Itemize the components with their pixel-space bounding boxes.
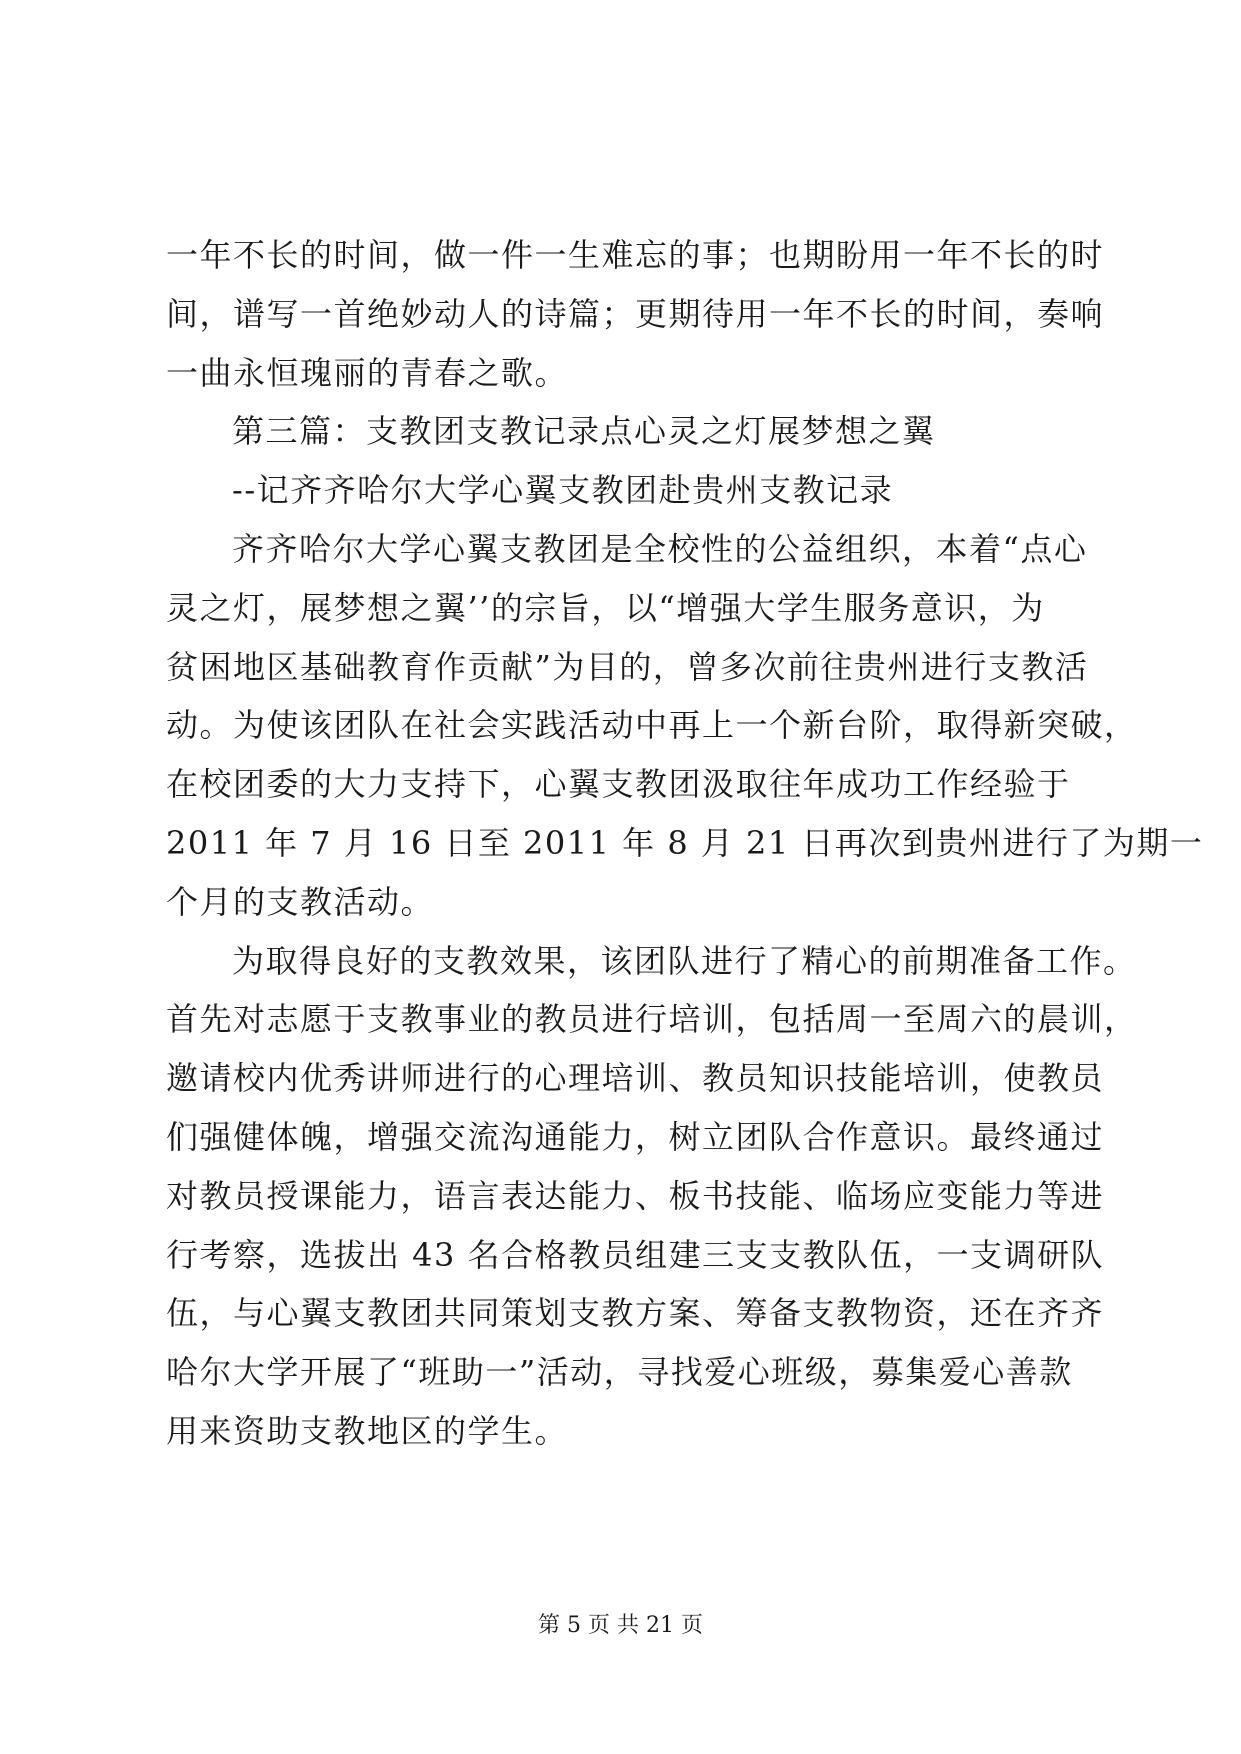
paragraph-line: 邀请校内优秀讲师进行的心理培训、教员知识技能培训，使教员 bbox=[166, 1059, 1105, 1098]
section-heading: 第三篇：支教团支教记录点心灵之灯展梦想之翼 bbox=[232, 412, 936, 451]
paragraph-line: 个月的支教活动。 bbox=[166, 882, 435, 921]
paragraph-2 bbox=[166, 520, 1204, 932]
paragraph-line: 一曲永恒瑰丽的青春之歌。 bbox=[166, 353, 569, 392]
paragraph-line: 为取得良好的支教效果，该团队进行了精心的前期准备工作。 bbox=[232, 941, 1137, 980]
paragraph-line: 行考察，选拔出 43 名合格教员组建三支支教队伍，一支调研队 bbox=[166, 1235, 1105, 1274]
paragraph-line: 一年不长的时间，做一件一生难忘的事；也期盼用一年不长的时 bbox=[166, 236, 1105, 274]
paragraph-line: 齐齐哈尔大学心翼支教团是全校性的公益组织，本着“点心 bbox=[232, 529, 1088, 568]
document-body bbox=[166, 226, 1204, 1461]
paragraph-line: 哈尔大学开展了“班助一”活动，寻找爱心班级，募集爱心善款 bbox=[166, 1353, 1073, 1392]
paragraph-line: 们强健体魄，增强交流沟通能力，树立团队合作意识。最终通过 bbox=[166, 1117, 1105, 1156]
paragraph-line: 动。为使该团队在社会实践活动中再上一个新台阶，取得新突破， bbox=[166, 706, 1138, 745]
paragraph-3 bbox=[166, 932, 1138, 1461]
paragraph-line: 2011 年 7 月 16 日至 2011 年 8 月 21 日再次到贵州进行了为期一 bbox=[166, 823, 1204, 862]
paragraph-line: 间，谱写一首绝妙动人的诗篇；更期待用一年不长的时间，奏响 bbox=[166, 294, 1105, 333]
paragraph-line: 对教员授课能力，语言表达能力、板书技能、临场应变能力等进 bbox=[166, 1176, 1105, 1215]
paragraph-line: 用来资助支教地区的学生。 bbox=[166, 1411, 569, 1450]
paragraph-line: 灵之灯，展梦想之翼’’的宗旨，以“增强大学生服务意识，为 bbox=[166, 588, 1045, 627]
section-subheading: --记齐齐哈尔大学心翼支教团赴贵州支教记录 bbox=[232, 471, 894, 510]
paragraph-1 bbox=[166, 226, 1105, 402]
paragraph-line: 在校团委的大力支持下，心翼支教团汲取往年成功工作经验于 bbox=[166, 765, 1071, 804]
paragraph-line: 首先对志愿于支教事业的教员进行培训，包括周一至周六的晨训， bbox=[166, 1000, 1138, 1039]
paragraph-line: 贫困地区基础教育作贡献”为目的，曾多次前往贵州进行支教活 bbox=[166, 647, 1089, 686]
page-number-footer: 第 5 页 共 21 页 bbox=[538, 1613, 703, 1638]
paragraph-line: 伍，与心翼支教团共同策划支教方案、筹备支教物资，还在齐齐 bbox=[166, 1294, 1105, 1333]
